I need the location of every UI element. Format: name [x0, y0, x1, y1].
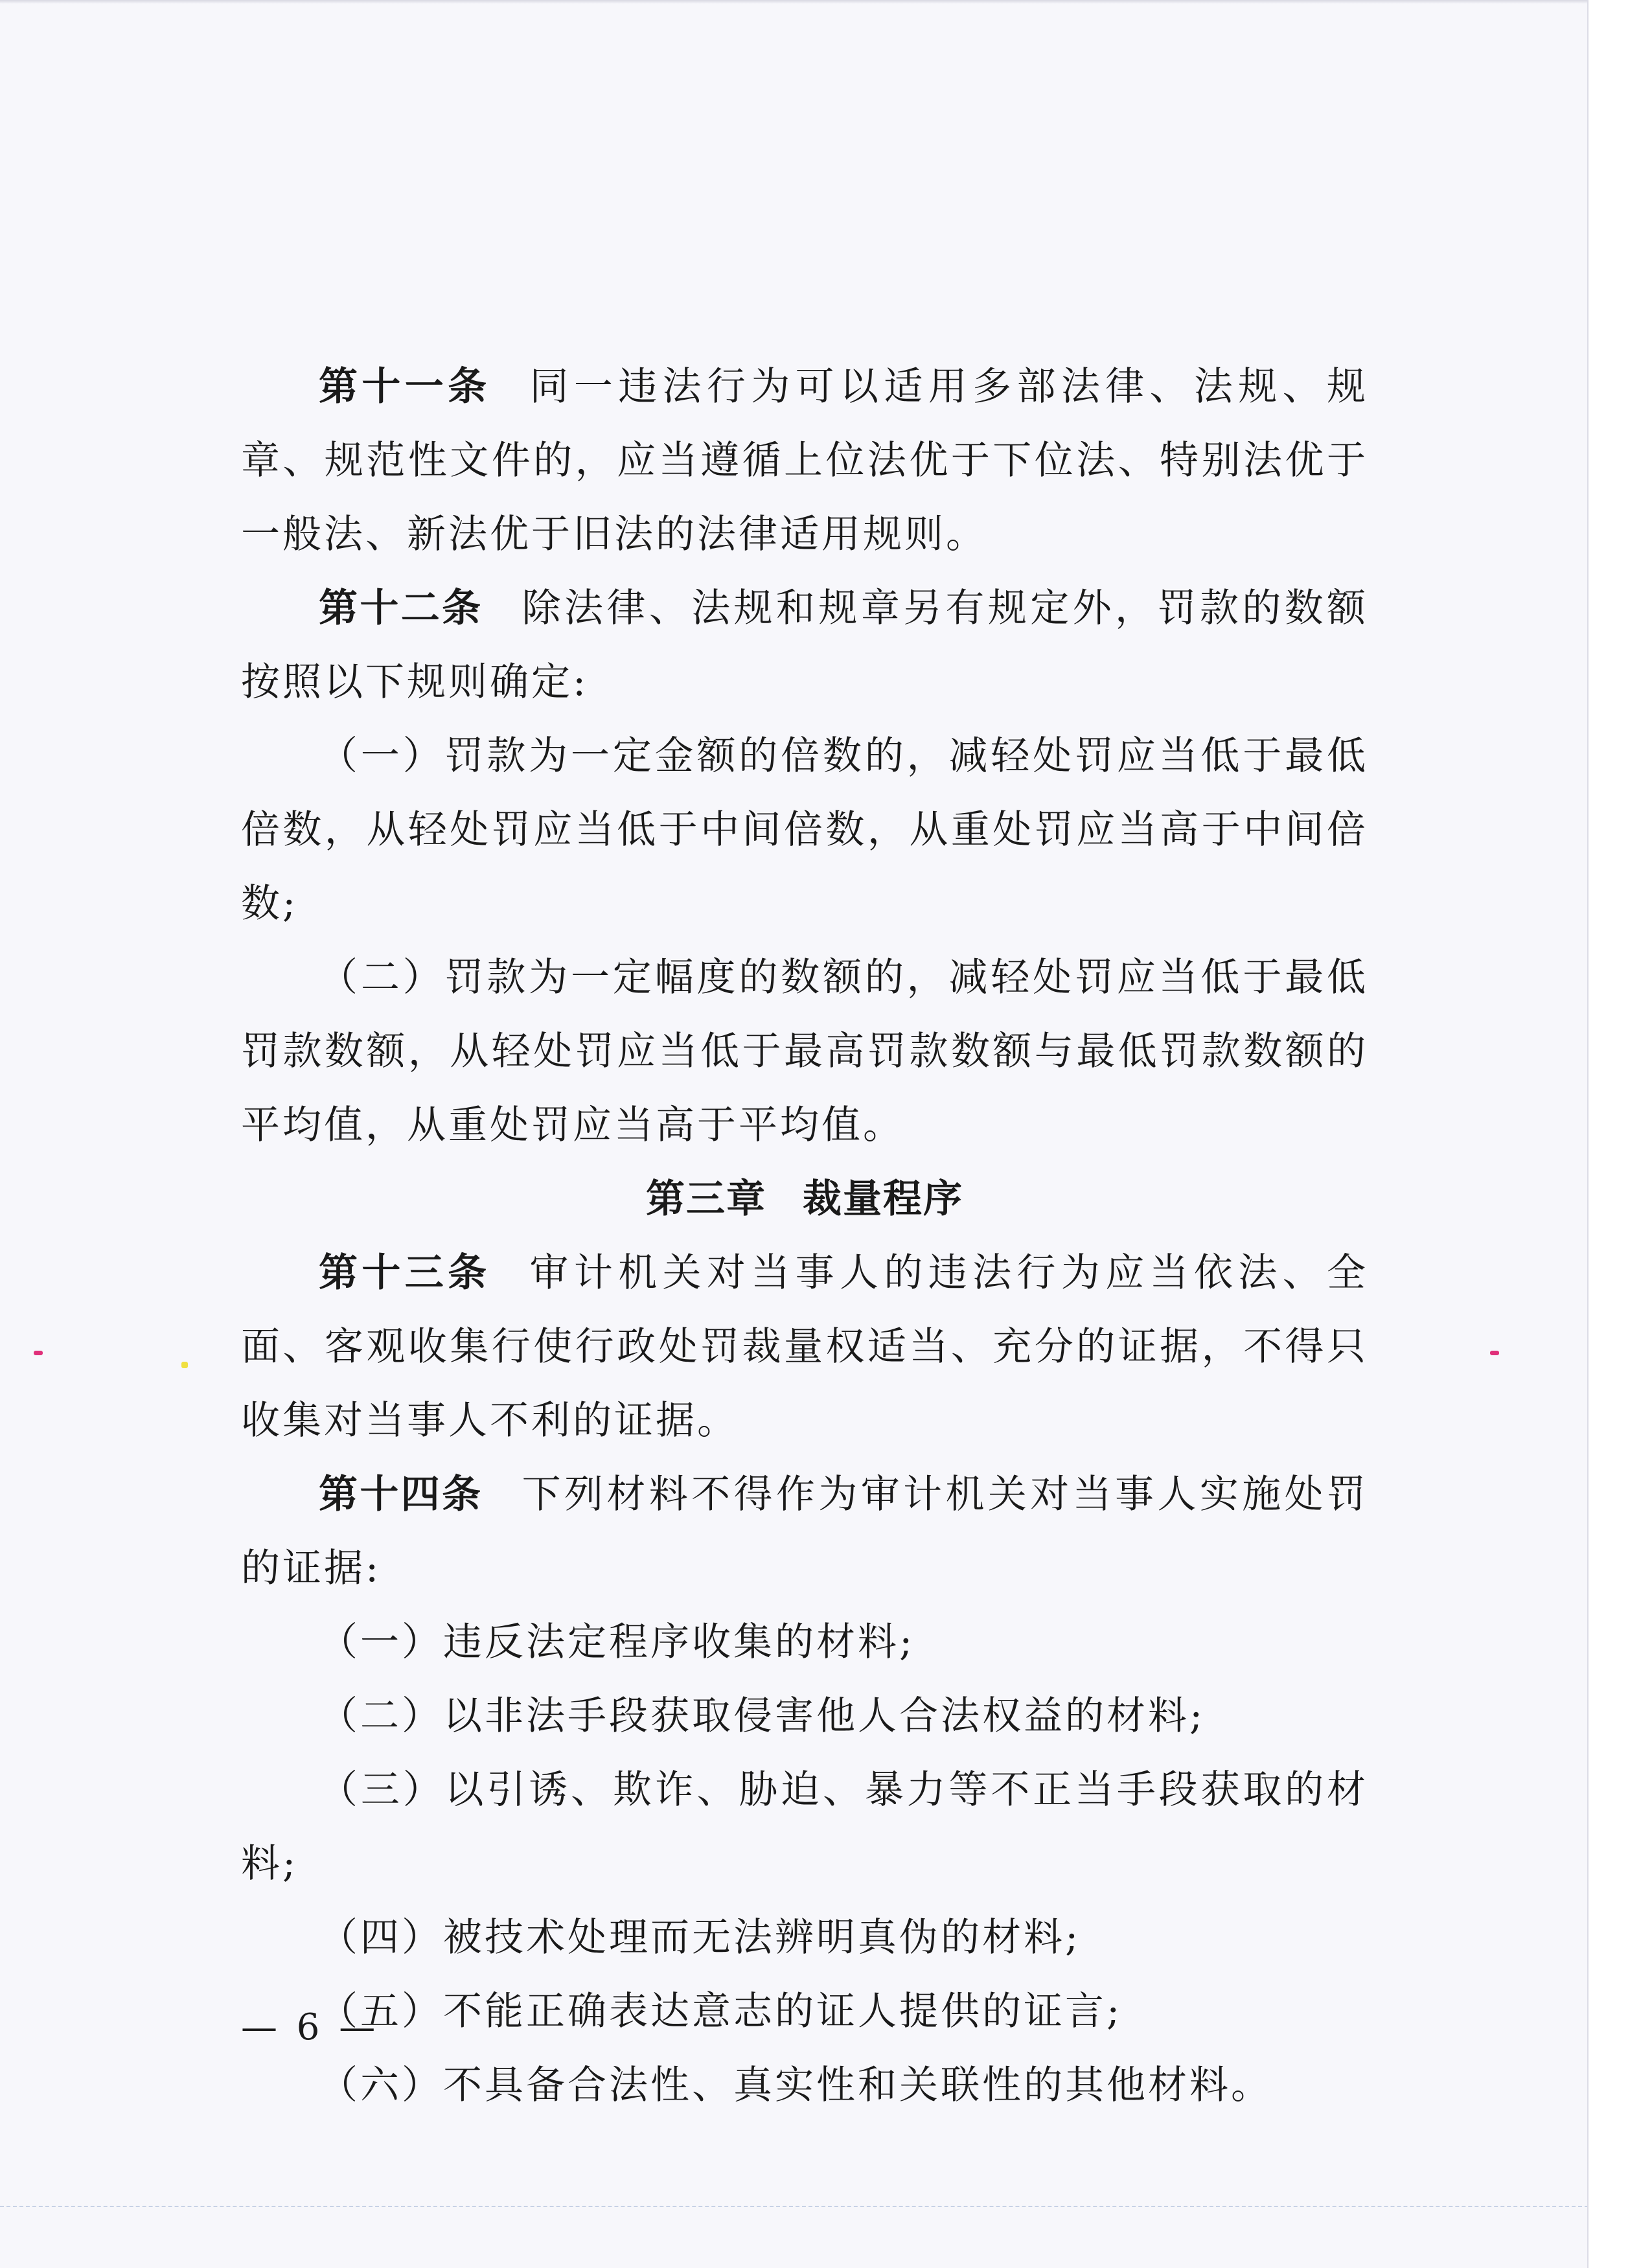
article-label: 第十四条 — [319, 1472, 483, 1517]
article-text: 除法律、法规和规章另有规定外，罚款的数额按照以下规则确定: — [241, 586, 1369, 705]
article-text: 同一违法行为可以适用多部法律、法规、规章、规范性文件的，应当遵循上位法优于下位法、特别法优于一般法、新法优于旧法的法律适用规则。 — [241, 364, 1369, 557]
article-11 — [241, 350, 1368, 571]
scan-bottom-edge — [0, 2206, 1589, 2207]
article-14-item-1: （一）违反法定程序收集的材料; — [319, 1620, 915, 1665]
scan-speck-magenta-left — [34, 1351, 43, 1355]
scan-right-margin — [1587, 0, 1652, 2268]
scan-speck-yellow — [181, 1362, 188, 1368]
scan-top-edge — [0, 0, 1589, 4]
chapter-title: 裁量程序 — [803, 1176, 963, 1222]
article-text: 审计机关对当事人的违法行为应当依法、全面、客观收集行使行政处罚裁量权适当、充分的证据，不得只收集对当事人不利的证据。 — [241, 1250, 1369, 1443]
page-number: — 6 — — [241, 2006, 380, 2048]
article-label: 第十三条 — [319, 1250, 491, 1296]
article-12-item-1: （一）罚款为一定金额的倍数的，减轻处罚应当低于最低倍数，从轻处罚应当低于中间倍数，从重处罚应当高于中间倍数; — [241, 733, 1368, 926]
article-14-item-2: （二）以非法手段获取侵害他人合法权益的材料; — [319, 1693, 1206, 1739]
article-14 — [241, 1458, 1368, 1605]
article-text: 下列材料不得作为审计机关对当事人实施处罚的证据: — [241, 1472, 1369, 1591]
document-body — [241, 350, 1368, 2122]
article-label: 第十一条 — [319, 364, 491, 409]
article-14-item-6: （六）不具备合法性、真实性和关联性的其他材料。 — [319, 2063, 1272, 2108]
chapter-number: 第三章 — [646, 1176, 766, 1222]
article-12-item-2: （二）罚款为一定幅度的数额的，减轻处罚应当低于最低罚款数额，从轻处罚应当低于最高罚款数额与最低罚款数额的平均值，从重处罚应当高于平均值。 — [241, 955, 1368, 1148]
chapter-heading — [241, 1162, 1368, 1236]
scan-speck-magenta-right — [1490, 1351, 1499, 1355]
article-13 — [241, 1236, 1368, 1458]
article-14-item-5: （五）不能正确表达意志的证人提供的证言; — [319, 1989, 1123, 2034]
article-14-item-3: （三）以引诱、欺诈、胁迫、暴力等不正当手段获取的材料; — [241, 1767, 1368, 1886]
article-12 — [241, 571, 1368, 719]
article-label: 第十二条 — [319, 586, 483, 631]
article-14-item-4: （四）被技术处理而无法辨明真伪的材料; — [319, 1915, 1081, 1960]
